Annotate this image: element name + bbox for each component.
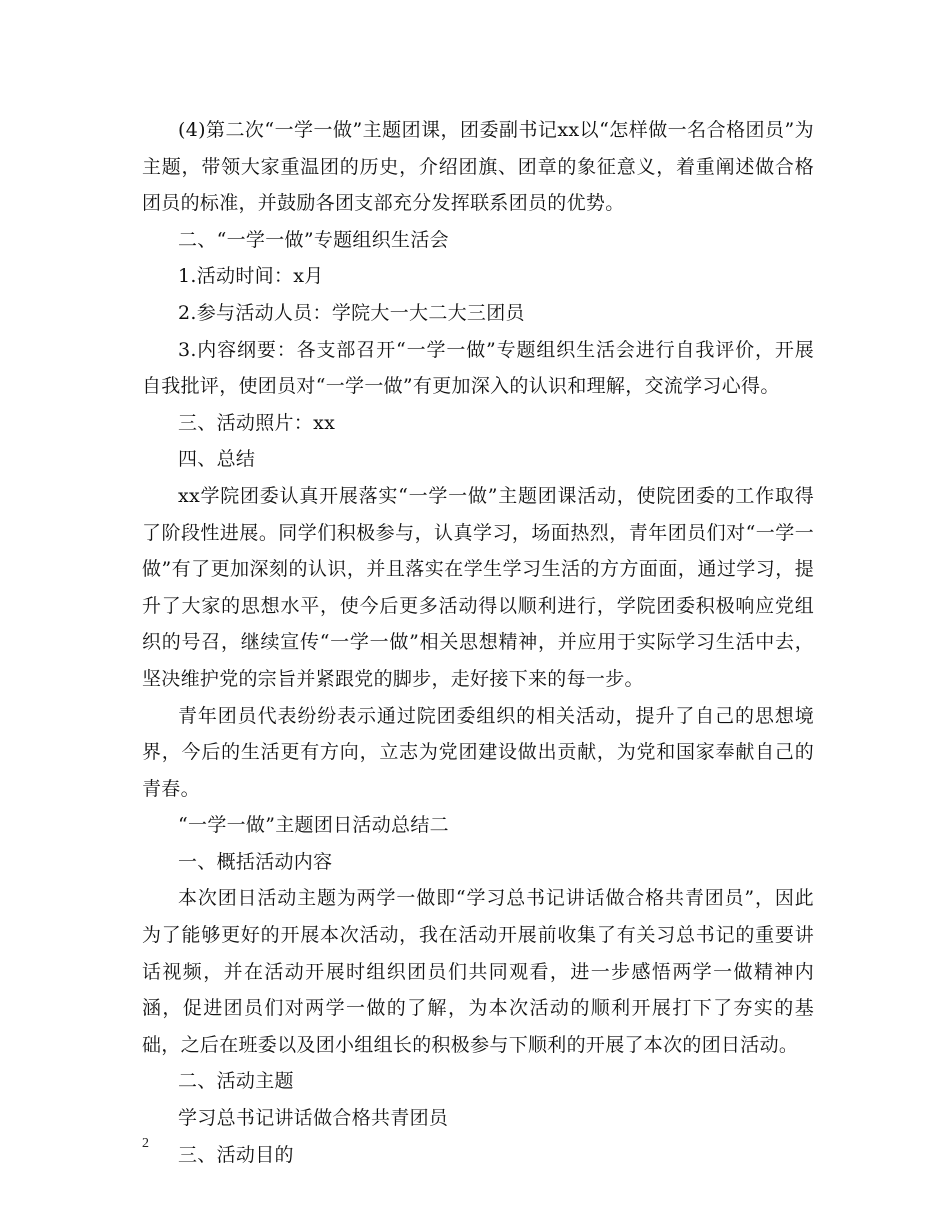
heading-organization-meeting: 二、“一学一做”专题组织生活会: [178, 228, 449, 251]
page-number: 2: [142, 1136, 149, 1151]
item-activity-time: 1.活动时间：x月: [178, 265, 324, 288]
paragraph-activity-theme: 学习总书记讲话做合格共青团员: [178, 1107, 449, 1130]
item-content-outline: 3.内容纲要：各支部召开“一学一做”专题组织生活会进行自我评价，开展自我批评，使团员对“一学一做”有更加深入的认识和理解，交流学习心得。: [142, 338, 814, 398]
heading-activity-overview: 一、概括活动内容: [178, 850, 333, 873]
paragraph-summary-body: xx学院团委认真开展落实“一学一做”主题团课活动，使院团委的工作取得了阶段性进展。同学们积极参与，认真学习，场面热烈，青年团员们对“一学一做”有了更加深刻的认识，并且落实在学生学习生活的方方面面，通过学习，提升了大家的思想水平，使今后更多活动得以顺利进行，学院团委积极响应党组织的号召，继续宣传“一学一做”相关思想精神，并应用于实际学习生活中去，坚决维护党的宗旨并紧跟党的脚步，走好接下来的每一步。: [142, 484, 814, 690]
section-title-summary-two: “一学一做”主题团日活动总结二: [178, 814, 449, 837]
heading-summary: 四、总结: [178, 448, 256, 471]
paragraph-activity-overview: 本次团日活动主题为两学一做即“学习总书记讲话做合格共青团员”，因此为了能够更好的开展本次活动，我在活动开展前收集了有关习总书记的重要讲话视频，并在活动开展时组织团员们共同观看，进一步感悟两学一做精神内涵，促进团员们对两学一做的了解，为本次活动的顺利开展打下了夯实的基础，之后在班委以及团小组组长的积极参与下顺利的开展了本次的团日活动。: [142, 887, 814, 1056]
heading-activity-theme: 二、活动主题: [178, 1070, 294, 1093]
document-body: [142, 112, 814, 1173]
heading-activity-purpose: 三、活动目的: [178, 1143, 294, 1166]
paragraph-member-feedback: 青年团员代表纷纷表示通过院团委组织的相关活动，提升了自己的思想境界，今后的生活更有方向，立志为党团建设做出贡献，为党和国家奉献自己的青春。: [142, 704, 814, 800]
item-participants: 2.参与活动人员：学院大一大二大三团员: [178, 301, 525, 324]
paragraph-second-lecture: (4)第二次“一学一做”主题团课，团委副书记xx以“怎样做一名合格团员”为主题，带领大家重温团的历史，介绍团旗、团章的象征意义，着重阐述做合格团员的标准，并鼓励各团支部充分发挥联系团员的优势。: [142, 119, 814, 215]
heading-activity-photos: 三、活动照片：xx: [178, 411, 336, 434]
